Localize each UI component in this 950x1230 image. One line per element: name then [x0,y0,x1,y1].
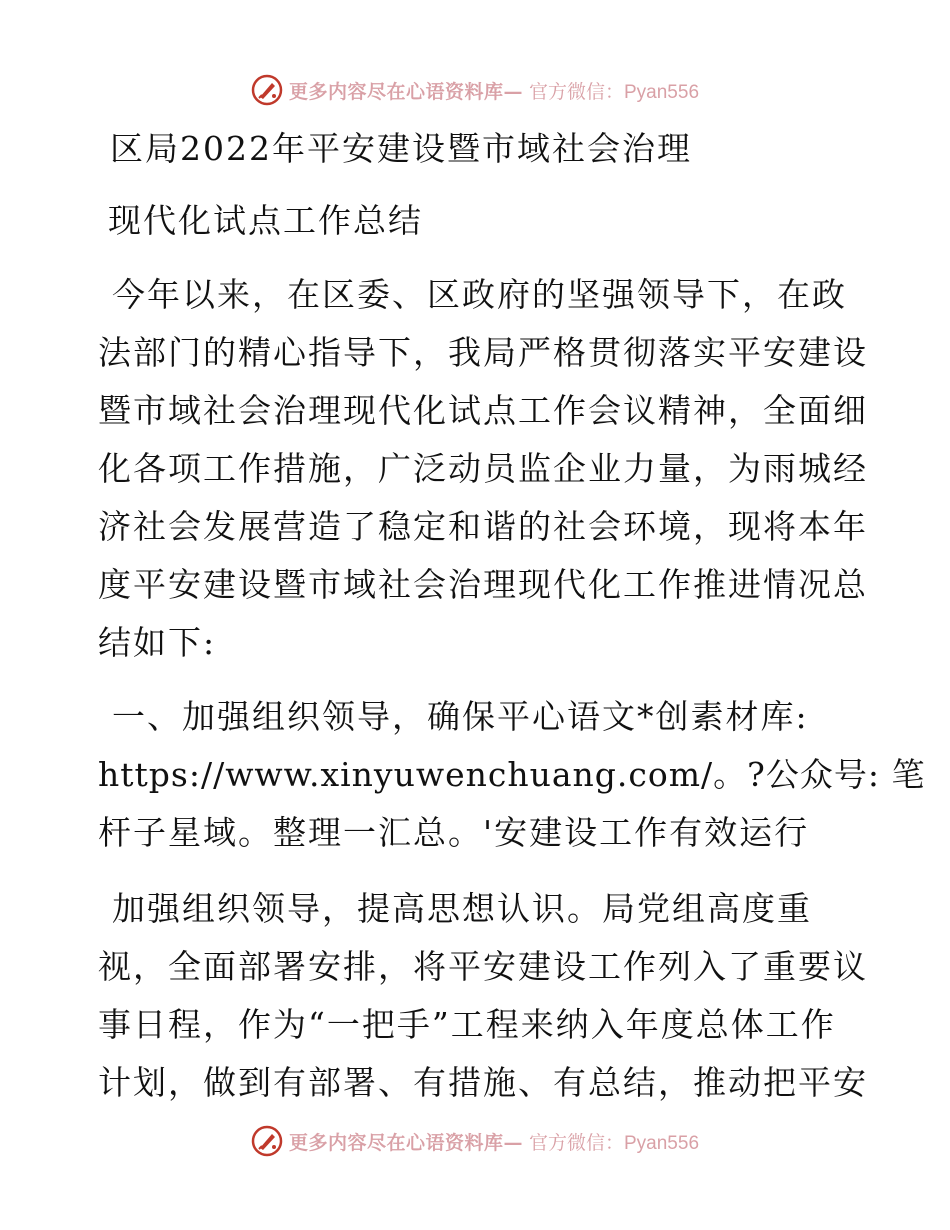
section-line: 一、加强组织领导，确保平心语文*创素材库: [112,697,809,736]
paragraph-line: 法部门的精心指导下，我局严格贯彻落实平安建设 [98,333,868,372]
section-heading-1 [98,688,926,862]
paragraph-line: 事日程，作为“一把手”工程来纳入年度总体工作 [98,1005,836,1044]
section-line: 杆子星域。整理一汇总。'安建设工作有效运行 [98,813,810,852]
quill-seal-icon [251,1125,283,1157]
watermark-header [0,70,950,110]
paragraph-line: 度平安建设暨市域社会治理现代化工作推进情况总 [98,565,868,604]
body-paragraph [98,880,868,1112]
watermark-wechat: 官方微信：Pyan556 [529,81,700,103]
paragraph-line: 视，全面部署安排，将平安建设工作列入了重要议 [98,947,868,986]
section-line-url: https://www.xinyuwenchuang.com/。?公众号: 笔 [98,755,926,794]
quill-seal-icon [251,74,283,106]
paragraph-line: 暨市域社会治理现代化试点工作会议精神，全面细 [98,391,868,430]
watermark-wechat: 官方微信：Pyan556 [529,1132,700,1154]
document-title-line-2 [108,192,868,250]
watermark-text: 更多内容尽在心语资料库— [288,80,523,103]
document-title-line-1 [110,120,870,178]
paragraph-line: 计划，做到有部署、有措施、有总结，推动把平安 [98,1063,868,1102]
watermark-footer [0,1121,950,1161]
paragraph-line: 济社会发展营造了稳定和谐的社会环境，现将本年 [98,507,868,546]
intro-paragraph [98,266,868,672]
paragraph-line: 加强组织领导，提高思想认识。局党组高度重 [112,889,812,928]
paragraph-line: 今年以来，在区委、区政府的坚强领导下，在政 [112,275,847,314]
title-text: 区局2022年平安建设暨市域社会治理 [110,129,692,168]
paragraph-line: 结如下: [98,623,217,662]
title-text: 现代化试点工作总结 [108,201,423,240]
watermark-text: 更多内容尽在心语资料库— [288,1131,523,1154]
paragraph-line: 化各项工作措施，广泛动员监企业力量，为雨城经 [98,449,868,488]
